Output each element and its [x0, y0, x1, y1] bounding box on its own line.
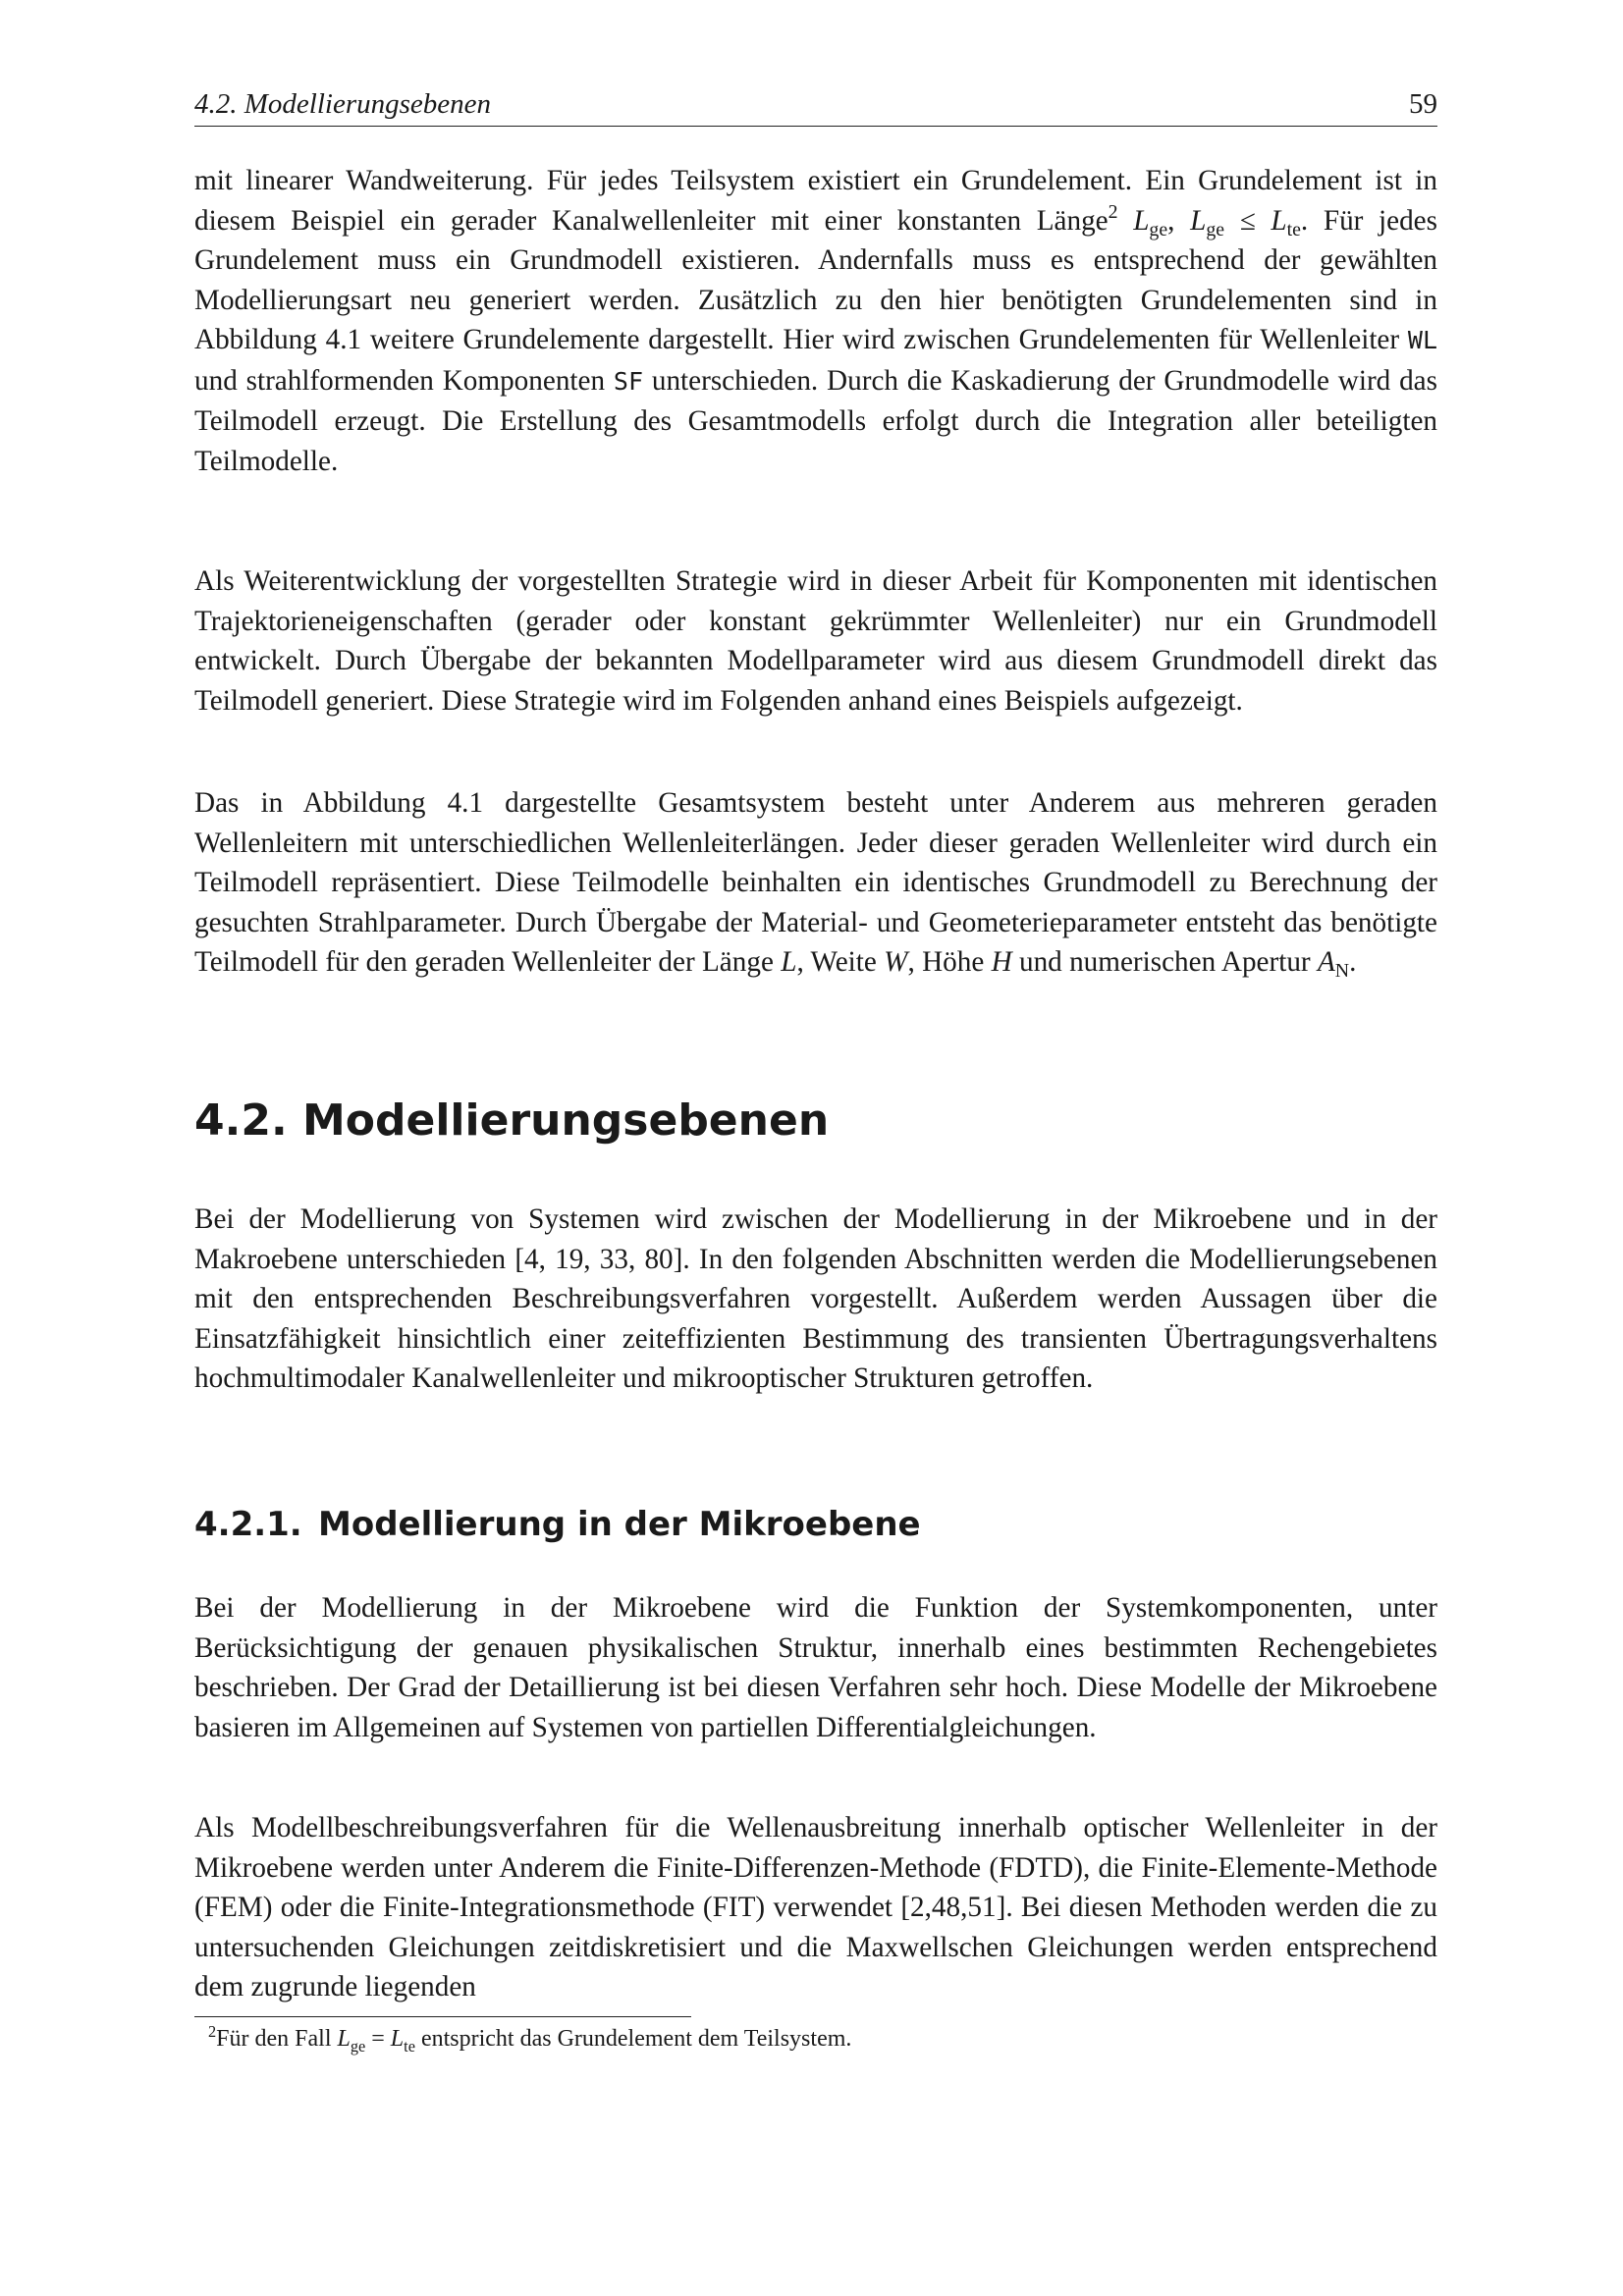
paragraph-5: Bei der Modellierung in der Mikroebene wird die Funktion der Systemkomponenten, unter Berücksichtigung der genauen physikalischen Struktur, innerhalb eines bestimmten Rechengebietes beschrieben. Der Grad der Detaillierung ist bei diesen Verfahren sehr hoch. Diese Modelle der Mikroebene basieren im Allgemeinen auf Systemen von partiellen Differentialgleichungen.	[194, 1592, 1437, 1743]
code-wl: WL	[1407, 326, 1437, 354]
math-operator: ≤	[1224, 204, 1271, 237]
text-run: Das in Abbildung 4.1 dargestellte Gesamtsystem besteht unter Anderem aus mehreren geraden Wellenleitern mit unterschiedlichen Wellenleiterlängen. Jeder dieser geraden Wellenleiter wird durch ein Teilmodell repräsentiert. Diese Teilmodelle beinhalten ein identisches Grundmodell zu Berechnung der gesuchten Strahlparameter. Durch Übergabe der Material- und Geometerieparameter entsteht das benötigte Teilmodell für den geraden Wellenleiter der Länge	[194, 787, 1437, 978]
subsection-title: Modellierung in der Mikroebene	[318, 1505, 921, 1544]
text-run: unterschieden. Durch die Kaskadierung der Grundmodelle wird das Teilmodell erzeugt. Die Erstellung des Gesamtmodells erfolgt durch die Integration aller beteiligten Teilmodelle.	[194, 364, 1437, 477]
math-symbol: L	[1190, 204, 1207, 237]
math-symbol: A	[1317, 946, 1335, 978]
math-subscript: N	[1334, 960, 1350, 982]
paragraph-6: Als Modellbeschreibungsverfahren für die Wellenausbreitung innerhalb optischer Wellenleiter in der Mikroebene werden unter Anderem die Finite-Differenzen-Methode (FDTD), die Finite-Elemente-Methode (FEM) oder die Finite-Integrationsmethode (FIT) verwendet [2,48,51]. Bei diesen Methoden werden die zu untersuchenden Gleichungen zeitdiskretisiert und die Maxwellschen Gleichungen werden entsprechend dem zugrunde liegenden	[194, 1812, 1437, 2002]
section-number: 4.2.	[194, 1095, 288, 1146]
math-symbol: L	[337, 2026, 351, 2052]
math-subscript: ge	[1149, 218, 1168, 240]
text-run: mit linearer Wandweiterung. Für jedes Teilsystem existiert ein Grundelement. Ein Grundelement ist in diesem Beispiel ein gerader Kanalwellenleiter mit einer konstanten Länge	[194, 165, 1437, 237]
paragraph-2: Als Weiterentwicklung der vorgestellten Strategie wird in dieser Arbeit für Komponenten mit identischen Trajektorieneigenschaften (gerader oder konstant gekrümmter Wellenleiter) nur ein Grundmodell entwickelt. Durch Übergabe der bekannten Modellparameter wird aus diesem Grundmodell direkt das Teilmodell generiert. Diese Strategie wird im Folgenden anhand eines Beispiels aufgezeigt.	[194, 565, 1437, 717]
math-symbol: H	[991, 946, 1012, 978]
paragraph-1	[194, 161, 1437, 481]
math-symbol: L	[1271, 204, 1287, 237]
text-run: , Weite	[796, 946, 885, 978]
text-run: . Für jedes Grundelement muss ein Grundmodell existieren. Andernfalls muss es entsprechend der gewählten Modellierungsart neu generiert werden. Zusätzlich zu den hier benötigten Grundelementen sind in Abbildung 4.1 weitere Grundelemente dargestellt. Hier wird zwischen Grundelementen für Wellenleiter	[194, 204, 1437, 355]
subsection-heading	[194, 1505, 921, 1544]
math-subscript: te	[404, 2037, 415, 2056]
footnote-number: 2	[208, 2022, 217, 2041]
math-operator: =	[365, 2026, 391, 2052]
subsection-number: 4.2.1.	[194, 1505, 302, 1544]
running-header	[194, 86, 1437, 127]
paragraph-4: Bei der Modellierung von Systemen wird zwischen der Modellierung in der Mikroebene und in der Makroebene unterschieden [4, 19, 33, 80]. In den folgenden Abschnitten werden die Modellierungsebenen mit den entsprechenden Beschreibungsverfahren vorgestellt. Außerdem werden Aussagen über die Einsatzfähigkeit hinsichtlich einer zeiteffizienten Bestimmung des transienten Übertragungsverhaltens hochmultimodaler Kanalwellenleiter und mikrooptischer Strukturen getroffen.	[194, 1203, 1437, 1394]
text-run: und numerischen Apertur	[1011, 946, 1318, 978]
paragraph-3	[194, 783, 1437, 983]
text-run: entspricht das Grundelement dem Teilsystem.	[414, 2026, 852, 2052]
running-header-title: 4.2. Modellierungsebenen	[194, 88, 492, 120]
text-run: Für den Fall	[216, 2026, 338, 2052]
math-symbol: W	[884, 946, 908, 978]
math-symbol: L	[390, 2026, 405, 2052]
text-run: ,	[1167, 204, 1191, 237]
math-subscript: ge	[1206, 218, 1225, 240]
footnote	[208, 2022, 1426, 2056]
code-sf: SF	[613, 366, 644, 396]
text-run: , Höhe	[907, 946, 992, 978]
section-heading	[194, 1095, 829, 1146]
math-symbol: L	[1133, 204, 1150, 237]
section-title: Modellierungsebenen	[302, 1095, 830, 1146]
footnote-mark[interactable]: 2	[1108, 200, 1118, 223]
math-subscript: te	[1286, 218, 1301, 240]
page-number: 59	[1409, 88, 1437, 120]
math-subscript: ge	[350, 2037, 366, 2056]
text-run: .	[1349, 946, 1357, 978]
text-run: und strahlformenden Komponenten	[194, 364, 614, 397]
footnote-rule	[194, 2016, 691, 2017]
math-symbol: L	[781, 946, 797, 978]
